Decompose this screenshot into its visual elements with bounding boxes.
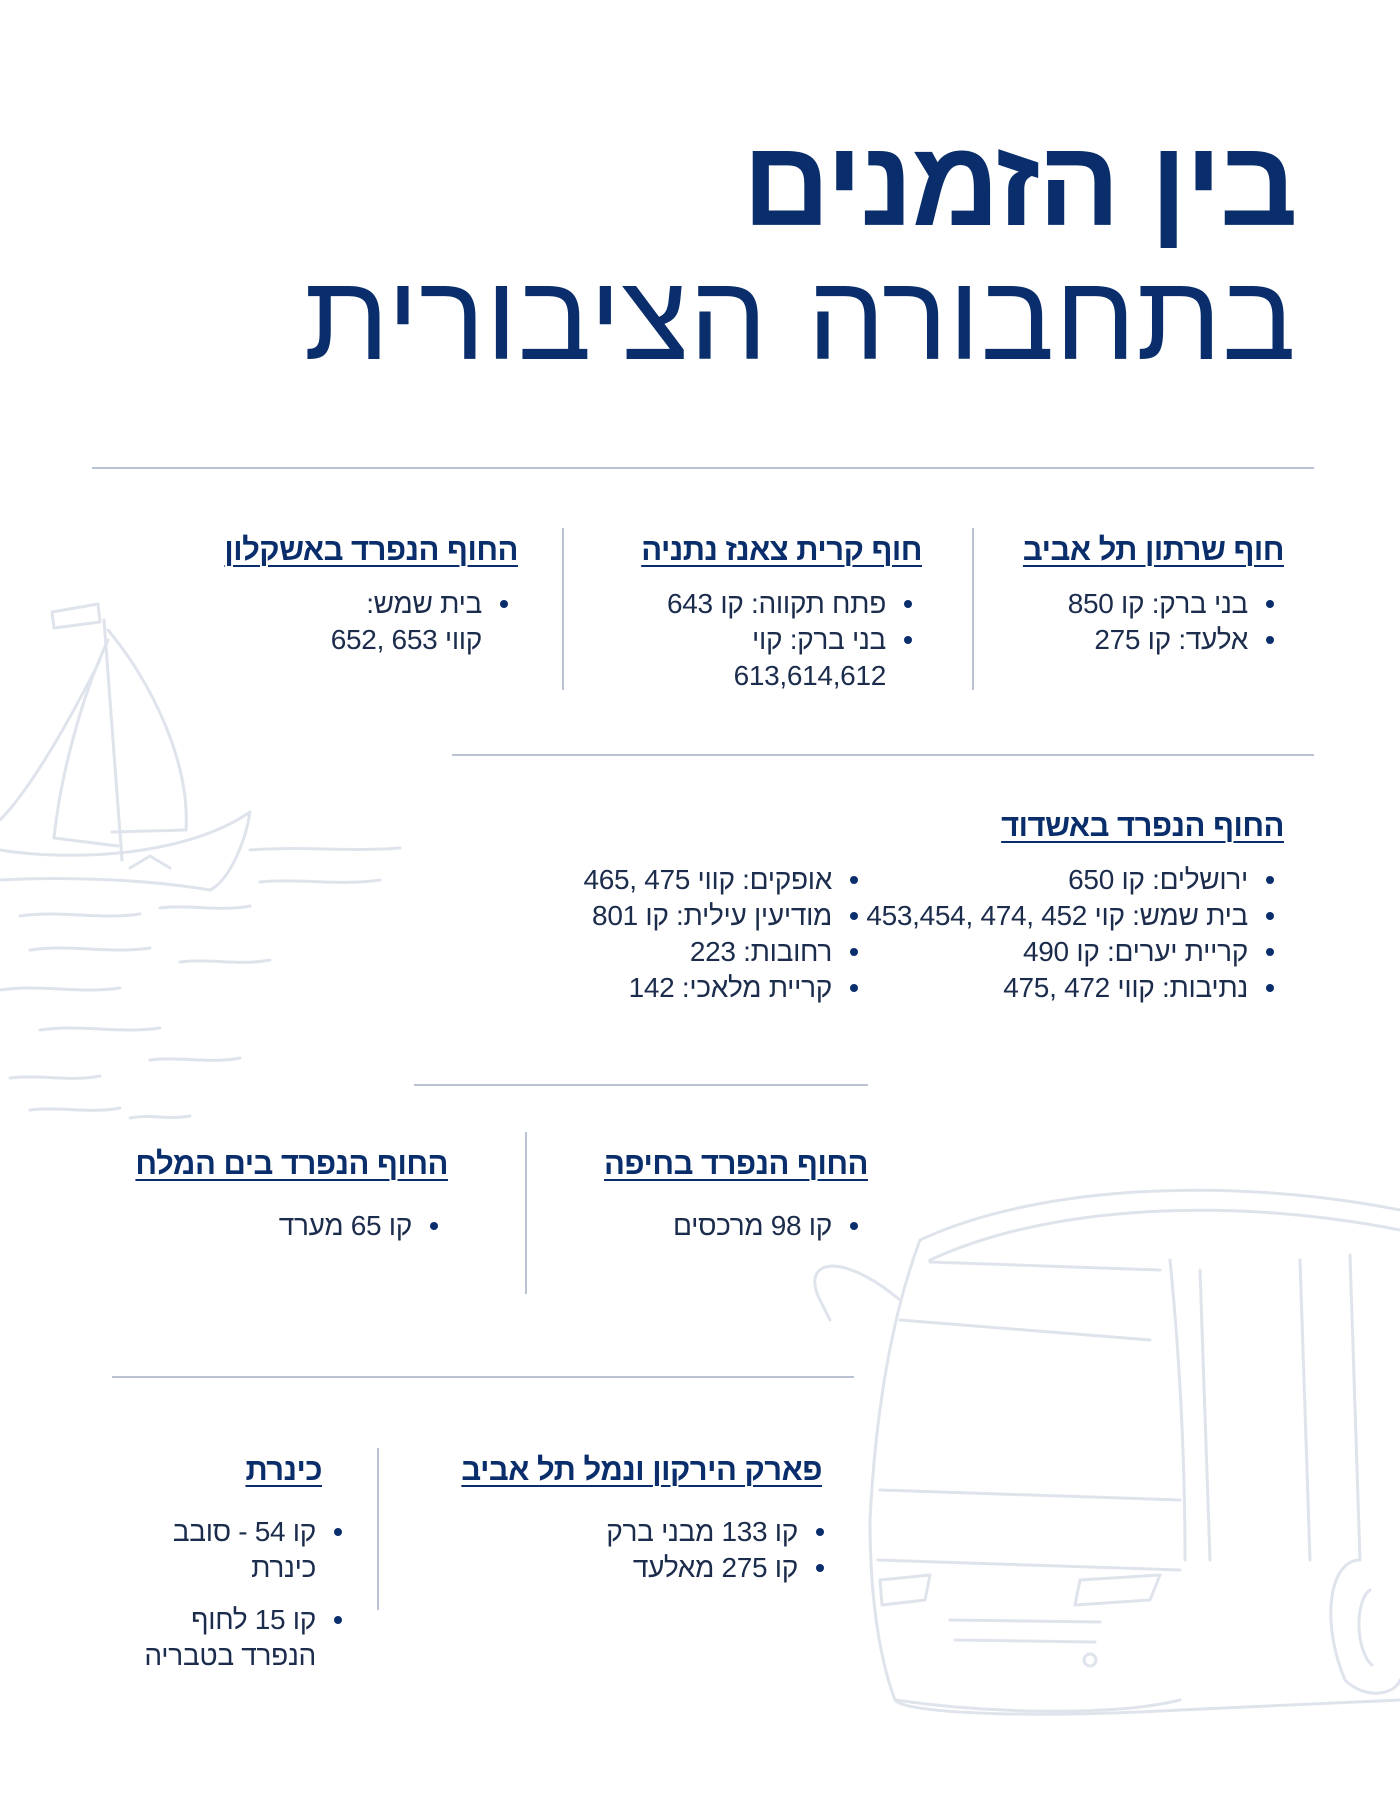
divider-row4 [112,1376,854,1378]
section-dead-sea [118,1146,448,1244]
section-ashkelon [188,532,518,658]
page-subtitle: בתחבורה הציבורית [303,247,1296,389]
divider-row3 [414,1084,868,1086]
section-kinneret [82,1452,322,1674]
section-ashdod [284,808,1284,1006]
list-item: ירושלים: קו 650 [898,862,1284,898]
list-item: מודיעין עילית: קו 801 [568,898,868,934]
list-item: קו 54 - סובב כינרת [166,1514,352,1586]
list-item: אופקים: קווי 475 ,465 [568,862,868,898]
section-heading: חוף שרתון תל אביב [1022,532,1284,567]
list-item: קריית מלאכי: 142 [568,970,868,1006]
ashdod-column-2 [568,862,868,1006]
list-item: קו 275 מאלעד [462,1550,834,1586]
divider-v4 [377,1448,379,1610]
divider-top [92,467,1314,469]
divider-row2 [452,754,1314,756]
list-item: אלעד: קו 275 [964,622,1284,658]
list-item: קו 65 מערד [118,1208,448,1244]
section-heading: פארק הירקון ונמל תל אביב [461,1452,822,1487]
list-item: קו 15 לחוף הנפרד בטבריה [138,1602,352,1674]
list-item: בני ברק: קו 850 [964,586,1284,622]
section-heading: כינרת [245,1452,322,1487]
section-heading: החוף הנפרד באשקלון [224,532,518,567]
section-haifa [568,1146,868,1244]
list-item: פתח תקווה: קו 643 [582,586,922,622]
section-netanya [582,532,922,694]
section-heading: חוף קרית צאנז נתניה [641,532,922,567]
section-sharon [964,532,1284,658]
section-yarkon [462,1452,822,1586]
list-item: בית שמש: קווי 653 ,652 [322,586,518,658]
page-title: בין הזמנים [742,115,1296,251]
list-item: בית שמש: קוי 452 ,474 ,453,454 [898,898,1284,934]
list-item: נתיבות: קווי 472 ,475 [898,970,1284,1006]
divider-v3 [525,1132,527,1294]
section-heading: החוף הנפרד בים המלח [135,1146,448,1181]
divider-v2 [562,528,564,690]
section-heading: החוף הנפרד בחיפה [603,1146,868,1181]
list-item: קריית יערים: קו 490 [898,934,1284,970]
list-item: רחובות: 223 [568,934,868,970]
list-item: קו 98 מרכסים [568,1208,868,1244]
list-item: קו 133 מבני ברק [462,1514,834,1550]
section-heading: החוף הנפרד באשדוד [1001,808,1284,843]
ashdod-column-1 [866,862,1284,1006]
list-item: בני ברק: קוי 613,614,612 [734,622,922,694]
